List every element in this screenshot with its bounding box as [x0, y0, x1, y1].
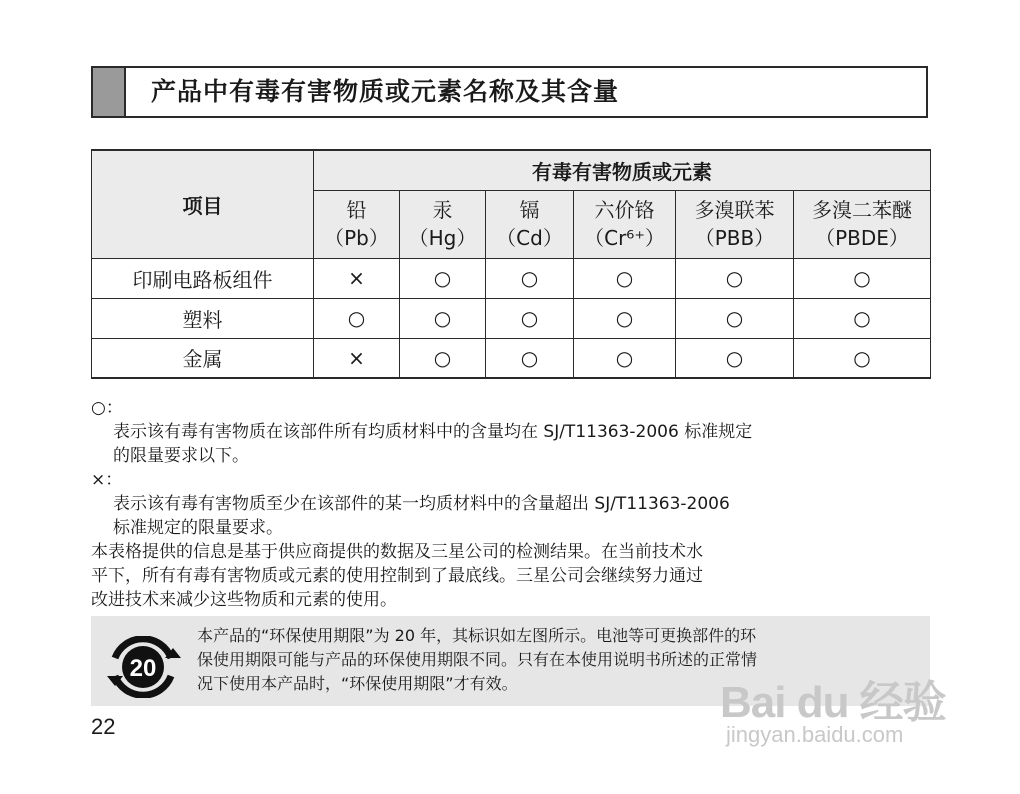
eco-period-20-icon [105, 636, 183, 698]
table-cell: ○ [794, 258, 931, 298]
eco-period-number: 20 [129, 655, 157, 682]
circle-legend-text: 表示该有毒有害物质在该部件所有均质材料中的含量均在 SJ/T11363-2006 标准规定 [113, 422, 753, 442]
table-cell: ○ [676, 338, 794, 378]
table-row [92, 258, 931, 298]
substance-header-chromium: 六价铬 （Cr⁶⁺） [574, 190, 676, 258]
cross-legend-text: 表示该有毒有害物质至少在该部件的某一均质材料中的含量超出 SJ/T11363-2006 [113, 494, 730, 514]
table-cell: ○ [574, 338, 676, 378]
substance-header-pbb: 多溴联苯 （PBB） [676, 190, 794, 258]
table-cell: ○ [574, 258, 676, 298]
table-cell: × [314, 258, 400, 298]
notice-line: 保使用期限可能与产品的环保使用期限不同。只有在本使用说明书所述的正常情 [197, 650, 758, 669]
notice-line: 本产品的“环保使用期限”为 20 年，其标识如左图所示。电池等可更换部件的环 [197, 626, 757, 645]
item-header: 项目 [92, 150, 314, 258]
table-cell: ○ [574, 298, 676, 338]
row-label: 塑料 [92, 298, 314, 338]
circle-legend-text: 的限量要求以下。 [113, 446, 249, 466]
watermark-logo: Bai du 经验 [720, 678, 946, 727]
watermark-url: jingyan.baidu.com [726, 722, 904, 747]
table-cell: ○ [676, 298, 794, 338]
page-title: 产品中有毒有害物质或元素名称及其含量 [151, 77, 620, 106]
table-cell: ○ [400, 338, 486, 378]
row-label: 印刷电路板组件 [92, 258, 314, 298]
info-paragraph: 本表格提供的信息是基于供应商提供的数据及三星公司的检测结果。在当前技术水 [91, 542, 703, 562]
table-cell: ○ [486, 298, 574, 338]
substance-header-lead: 铅 （Pb） [314, 190, 400, 258]
page-number: 22 [91, 714, 116, 739]
table-row [92, 338, 931, 378]
table-row [92, 298, 931, 338]
info-paragraph: 改进技术来减少这些物质和元素的使用。 [91, 590, 397, 610]
table-cell: ○ [794, 338, 931, 378]
substance-header-cadmium: 镉 （Cd） [486, 190, 574, 258]
notes-section [91, 396, 921, 612]
table-cell: ○ [794, 298, 931, 338]
substance-header-pbde: 多溴二苯醚 （PBDE） [794, 190, 931, 258]
substance-header-mercury: 汞 （Hg） [400, 190, 486, 258]
table-cell: ○ [400, 258, 486, 298]
table-cell: ○ [400, 298, 486, 338]
substance-table [91, 149, 931, 379]
table-cell: × [314, 338, 400, 378]
notice-line: 况下使用本产品时，“环保使用期限”才有效。 [197, 674, 518, 693]
table-cell: ○ [486, 258, 574, 298]
section-title-box [91, 66, 928, 118]
baidu-watermark [720, 666, 980, 756]
row-label: 金属 [92, 338, 314, 378]
cross-legend-text: 标准规定的限量要求。 [113, 518, 283, 538]
title-marker [93, 68, 126, 116]
circle-legend-label: ○： [91, 398, 123, 418]
cross-legend-label: ×： [91, 470, 123, 490]
info-paragraph: 平下，所有有毒有害物质或元素的使用控制到了最底线。三星公司会继续努力通过 [91, 566, 703, 586]
group-header: 有毒有害物质或元素 [314, 150, 931, 190]
table-cell: ○ [486, 338, 574, 378]
table-cell: ○ [314, 298, 400, 338]
table-cell: ○ [676, 258, 794, 298]
